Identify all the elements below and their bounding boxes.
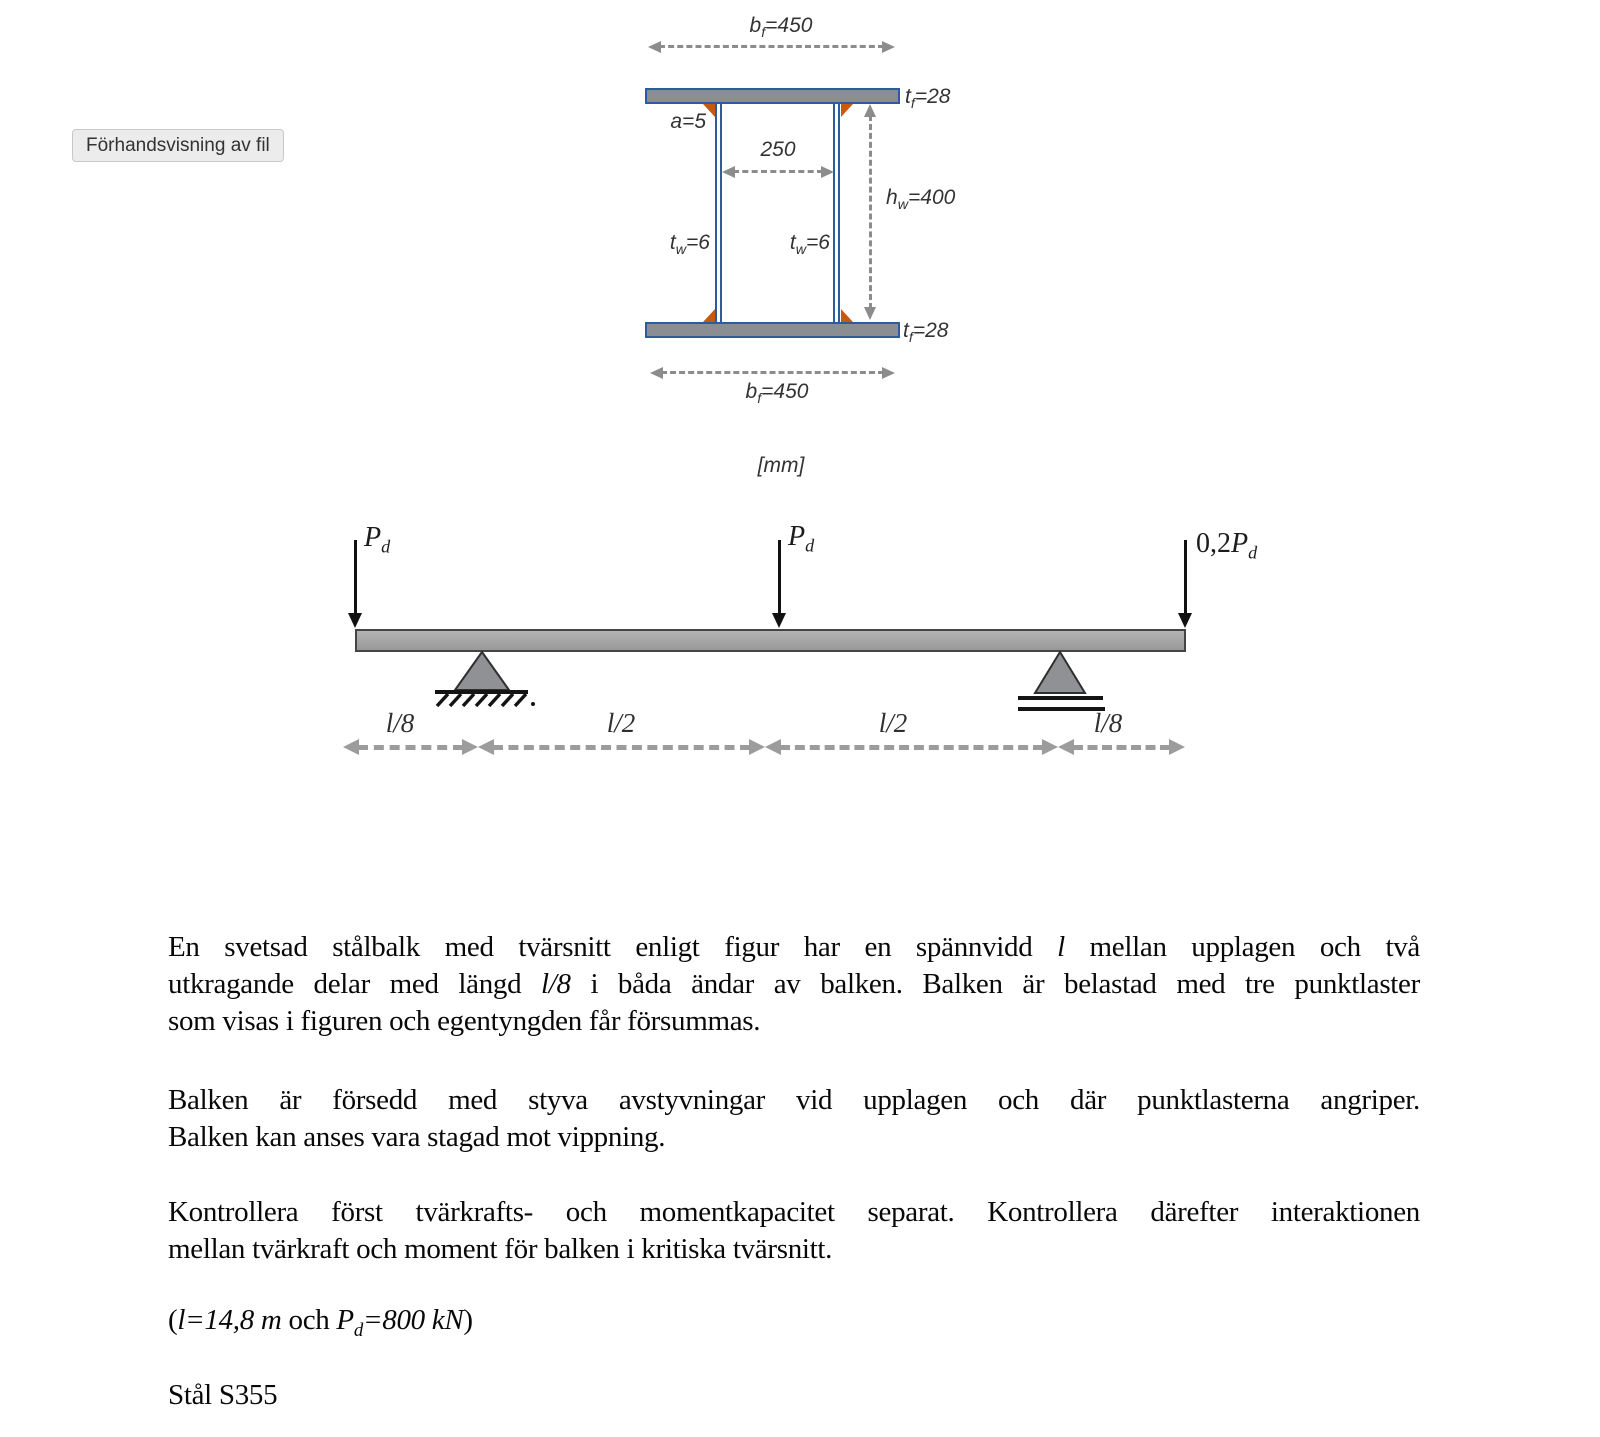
arrowhead-down-icon bbox=[1178, 613, 1192, 628]
span-label-l8-left bbox=[350, 708, 450, 739]
text-segment: Balken kan anses vara stagad mot vippning. bbox=[168, 1121, 666, 1153]
text-segment: l/8 bbox=[385, 708, 415, 738]
bottom-flange bbox=[645, 322, 900, 338]
arrowhead-right-icon bbox=[749, 739, 765, 755]
units-label bbox=[721, 454, 841, 478]
inner-width-label bbox=[723, 138, 833, 162]
arrowhead-down-icon bbox=[772, 613, 786, 628]
weld-size-label bbox=[648, 110, 706, 134]
hatch-dot bbox=[531, 702, 535, 706]
weld-fillet-bottom-left-icon bbox=[703, 309, 715, 322]
text-line bbox=[168, 1082, 1420, 1119]
text-segment: l/2 bbox=[606, 708, 636, 738]
text-segment: Stål S355 bbox=[168, 1379, 278, 1411]
text-segment: i båda ändar av balken. Balken är belastad med tre punktlaster bbox=[570, 968, 1420, 1000]
load-right-label bbox=[1196, 528, 1257, 564]
text-segment: 0,2 bbox=[1196, 528, 1231, 559]
text-segment: P bbox=[1231, 528, 1249, 559]
text-segment: P bbox=[788, 521, 806, 552]
hw-label bbox=[886, 186, 1016, 217]
text-segment: =400 bbox=[908, 186, 956, 209]
span-dimension-l2-left bbox=[478, 738, 765, 756]
tf-bottom-label bbox=[903, 319, 983, 350]
tw-left-label bbox=[648, 231, 710, 262]
arrowhead-left-icon bbox=[478, 739, 494, 755]
text-segment: =450 bbox=[761, 380, 809, 403]
paragraph-steel-grade bbox=[168, 1377, 1420, 1414]
support-triangle bbox=[455, 652, 509, 690]
dashed-line bbox=[493, 745, 750, 750]
dashed-line bbox=[659, 45, 884, 48]
arrowhead-right-icon bbox=[462, 739, 478, 755]
span-dimension-l2-right bbox=[765, 738, 1058, 756]
support-triangle bbox=[1035, 652, 1085, 693]
text-segment: P bbox=[364, 522, 382, 553]
text-segment: ( bbox=[168, 1304, 178, 1336]
load-left-label bbox=[364, 522, 390, 558]
arrowhead-left-icon bbox=[765, 739, 781, 755]
text-segment: utkragande delar med längd bbox=[168, 968, 542, 1000]
text-segment: =800 kN bbox=[362, 1304, 464, 1336]
text-segment: En svetsad stålbalk med tvärsnitt enligt figur har en spännvidd bbox=[168, 931, 1058, 963]
tooltip-label: Förhandsvisning av fil bbox=[86, 135, 270, 156]
paragraph-given-values bbox=[168, 1302, 1420, 1349]
arrow-shaft bbox=[354, 540, 357, 614]
text-segment: =28 bbox=[912, 319, 949, 342]
arrowhead-left-icon bbox=[343, 739, 359, 755]
paragraph-stiffeners bbox=[168, 1082, 1420, 1156]
text-segment: t bbox=[669, 231, 676, 254]
span-label-l2-left bbox=[571, 708, 671, 739]
load-arrow-left-icon bbox=[348, 540, 363, 628]
file-preview-tooltip bbox=[72, 129, 284, 162]
subscript: f bbox=[761, 25, 766, 42]
tf-top-label bbox=[905, 85, 985, 116]
subscript: f bbox=[908, 330, 913, 347]
text-segment: t bbox=[905, 85, 911, 108]
inner-width-dimension bbox=[722, 165, 834, 179]
text-segment: Balken är försedd med styva avstyvningar vid upplagen och där punktlasterna angriper. bbox=[168, 1084, 1420, 1116]
bf-bottom-label bbox=[697, 380, 857, 411]
text-line bbox=[168, 1302, 1420, 1349]
arrowhead-down-icon bbox=[348, 613, 362, 628]
text-segment: [mm] bbox=[757, 454, 805, 477]
pinned-support bbox=[428, 651, 538, 709]
text-segment: mellan upplagen och två bbox=[1064, 931, 1420, 963]
arrowhead-right-icon bbox=[882, 41, 895, 53]
subscript: d bbox=[805, 535, 815, 556]
text-line bbox=[168, 929, 1420, 966]
dashed-line bbox=[869, 115, 872, 309]
text-segment: =28 bbox=[914, 85, 951, 108]
span-label-l8-right bbox=[1058, 708, 1158, 739]
text-segment: Kontrollera först tvärkrafts- och momentkapacitet separat. Kontrollera därefter interaktionen bbox=[168, 1196, 1420, 1228]
beam-bar bbox=[355, 629, 1186, 652]
subscript: w bbox=[897, 197, 908, 214]
text-segment: t bbox=[789, 231, 796, 254]
ground-hatching bbox=[437, 694, 526, 706]
text-segment: och bbox=[281, 1304, 337, 1336]
text-segment: =6 bbox=[806, 231, 830, 254]
text-segment: l/8 bbox=[1093, 708, 1123, 738]
bf-top-dimension bbox=[648, 40, 895, 54]
text-line bbox=[168, 966, 1420, 1003]
subscript: d bbox=[1248, 542, 1258, 563]
arrowhead-left-icon bbox=[1058, 739, 1074, 755]
dashed-line bbox=[780, 745, 1043, 750]
tw-right-label bbox=[768, 231, 830, 262]
arrowhead-right-icon bbox=[821, 166, 834, 178]
load-arrow-right-icon bbox=[1178, 540, 1193, 628]
arrowhead-right-icon bbox=[1169, 739, 1185, 755]
span-dimension-l8-right bbox=[1058, 738, 1185, 756]
paragraph-task bbox=[168, 1194, 1420, 1268]
dashed-line bbox=[661, 371, 884, 374]
text-segment: h bbox=[886, 186, 898, 209]
text-segment: som visas i figuren och egentyngden får försummas. bbox=[168, 1005, 761, 1037]
bf-bottom-dimension bbox=[650, 366, 895, 380]
text-segment: l/8 bbox=[541, 968, 571, 1000]
subscript: w bbox=[675, 242, 687, 259]
weld-fillet-top-right-icon bbox=[841, 104, 853, 117]
text-segment: l bbox=[1057, 931, 1065, 963]
weld-fillet-bottom-right-icon bbox=[841, 309, 853, 322]
text-line bbox=[168, 1003, 1420, 1040]
text-segment: b bbox=[749, 14, 762, 37]
load-middle-label bbox=[788, 521, 814, 557]
text-segment: l bbox=[177, 1304, 186, 1336]
text-line bbox=[168, 1377, 1420, 1414]
roller-support bbox=[1014, 651, 1109, 713]
subscript: f bbox=[910, 96, 915, 113]
text-line bbox=[168, 1194, 1420, 1231]
text-segment: 250 bbox=[760, 138, 796, 161]
arrowhead-right-icon bbox=[1042, 739, 1058, 755]
text-line bbox=[168, 1119, 1420, 1156]
subscript: d bbox=[381, 536, 391, 557]
dashed-line bbox=[733, 170, 823, 173]
text-segment: =450 bbox=[765, 14, 813, 37]
text-segment: a=5 bbox=[670, 110, 706, 133]
text-line bbox=[168, 1231, 1420, 1268]
text-segment: mellan tvärkraft och moment för balken i kritiska tvärsnitt. bbox=[168, 1233, 833, 1265]
load-arrow-middle-icon bbox=[772, 540, 787, 628]
subscript: w bbox=[795, 242, 807, 259]
arrowhead-down-icon bbox=[864, 307, 876, 320]
right-web bbox=[833, 104, 840, 322]
arrowhead-right-icon bbox=[882, 367, 895, 379]
text-segment: =14,8 m bbox=[185, 1304, 282, 1336]
text-segment: ) bbox=[463, 1304, 473, 1336]
span-label-l2-right bbox=[843, 708, 943, 739]
subscript: d bbox=[353, 1319, 363, 1341]
arrow-shaft bbox=[778, 540, 781, 614]
dashed-line bbox=[1073, 745, 1170, 750]
hw-dimension bbox=[864, 104, 877, 320]
paragraph-problem-description bbox=[168, 929, 1420, 1040]
subscript: f bbox=[757, 391, 762, 408]
arrow-shaft bbox=[1184, 540, 1187, 614]
text-segment: b bbox=[745, 380, 758, 403]
text-segment: l/2 bbox=[878, 708, 908, 738]
text-segment: =6 bbox=[686, 231, 710, 254]
span-dimension-l8-left bbox=[343, 738, 478, 756]
top-flange bbox=[645, 88, 900, 104]
dashed-line bbox=[358, 745, 463, 750]
text-segment: t bbox=[903, 319, 909, 342]
text-segment: P bbox=[336, 1304, 354, 1336]
left-web bbox=[715, 104, 722, 322]
